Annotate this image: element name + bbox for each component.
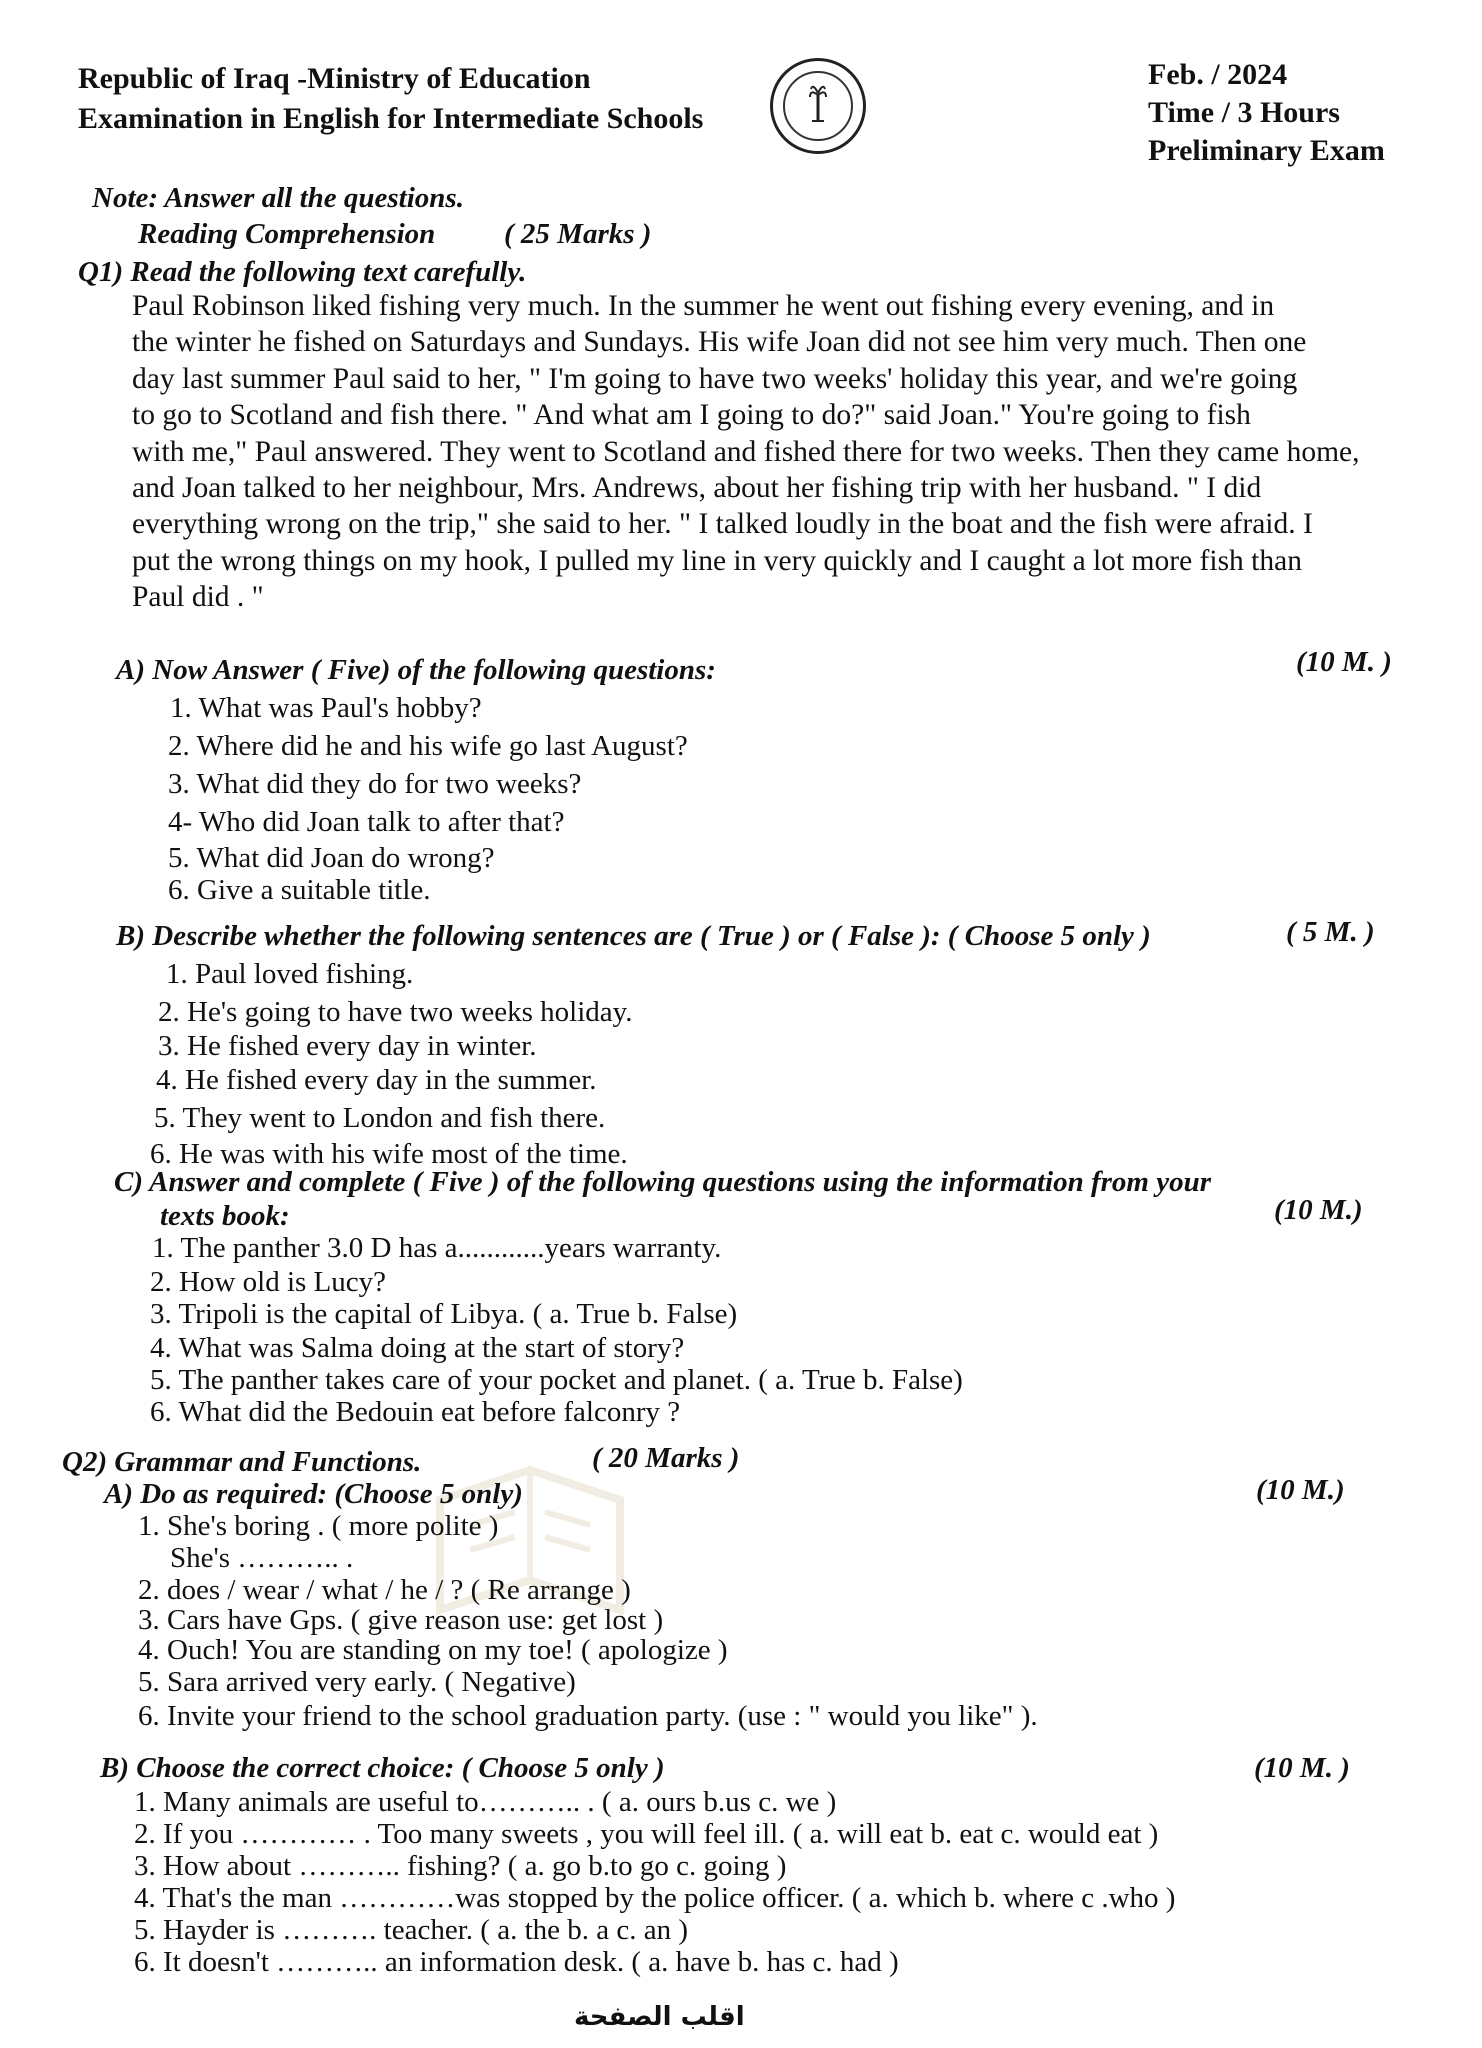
- passage-line: day last summer Paul said to her, " I'm going to have two weeks' holiday this year, and we're going: [132, 362, 1298, 395]
- header-exam-type: Preliminary Exam: [1148, 134, 1385, 167]
- header-time: Time / 3 Hours: [1148, 96, 1340, 129]
- passage-line: Paul Robinson liked fishing very much. In the summer he went out fishing every evening, and in: [132, 290, 1275, 322]
- q2a-marks: (10 M.): [1256, 1474, 1345, 1506]
- passage-line: put the wrong things on my hook, I pulled my line in very quickly and I caught a lot more fish than: [132, 544, 1302, 577]
- reading-marks: ( 25 Marks ): [504, 218, 652, 250]
- passage-line: and Joan talked to her neighbour, Mrs. Andrews, about her fishing trip with her husband. " I did: [132, 472, 1262, 505]
- q1-title: Q1) Read the following text carefully.: [78, 256, 527, 288]
- q2a-title: A) Do as required: (Choose 5 only): [104, 1478, 523, 1510]
- question-item: 2. How old is Lucy?: [150, 1266, 386, 1298]
- task-item: 4. Ouch! You are standing on my toe! ( apologize ): [138, 1634, 728, 1666]
- q1-passage: [132, 288, 1422, 616]
- q1b-title: B) Describe whether the following sentences are ( True ) or ( False ): ( Choose 5 only ): [116, 920, 1151, 952]
- statement-item: 6. He was with his wife most of the time.: [150, 1138, 628, 1170]
- choice-item: 3. How about ……….. fishing? ( a. go b.to go c. going ): [134, 1850, 787, 1882]
- statement-item: 4. He fished every day in the summer.: [156, 1064, 597, 1096]
- q2-title: Q2) Grammar and Functions.: [62, 1446, 422, 1478]
- q1a-marks: (10 M. ): [1296, 646, 1392, 678]
- header-date: Feb. / 2024: [1148, 58, 1288, 91]
- question-item: 4- Who did Joan talk to after that?: [168, 806, 565, 838]
- note: Note: Answer all the questions.: [92, 182, 464, 214]
- q1c-title: C) Answer and complete ( Five ) of the following questions using the information from your: [114, 1166, 1212, 1198]
- statement-item: 5. They went to London and fish there.: [154, 1102, 606, 1134]
- q1c-marks: (10 M.): [1274, 1194, 1363, 1226]
- task-item: 5. Sara arrived very early. ( Negative): [138, 1666, 576, 1698]
- turn-page-note: اقلب الصفحة: [574, 2002, 745, 2032]
- q1b-marks: ( 5 M. ): [1286, 916, 1375, 948]
- header-ministry: Republic of Iraq -Ministry of Education: [78, 62, 591, 95]
- task-answer-line: She's ……….. .: [170, 1542, 354, 1574]
- q2b-marks: (10 M. ): [1254, 1752, 1350, 1784]
- statement-item: 1. Paul loved fishing.: [166, 958, 414, 990]
- question-item: 5. The panther takes care of your pocket and planet. ( a. True b. False): [150, 1364, 963, 1396]
- passage-line: to go to Scotland and fish there. " And what am I going to do?" said Joan." You're going to fish: [132, 399, 1251, 432]
- q2-marks: ( 20 Marks ): [592, 1442, 740, 1474]
- q2b-title: B) Choose the correct choice: ( Choose 5 only ): [100, 1752, 665, 1784]
- statement-item: 3. He fished every day in winter.: [158, 1030, 537, 1062]
- choice-item: 6. It doesn't ……….. an information desk. ( a. have b. has c. had ): [134, 1946, 899, 1978]
- question-item: 6. What did the Bedouin eat before falconry ?: [150, 1396, 681, 1428]
- task-item: 1. She's boring . ( more polite ): [138, 1510, 499, 1542]
- reading-title: Reading Comprehension: [138, 218, 436, 250]
- question-item: 5. What did Joan do wrong?: [168, 842, 495, 874]
- question-item: 1. What was Paul's hobby?: [170, 692, 482, 724]
- palm-tree-icon: [809, 81, 827, 125]
- question-item: 3. What did they do for two weeks?: [168, 768, 582, 800]
- choice-item: 2. If you ………… . Too many sweets , you will feel ill. ( a. will eat b. eat c. would eat ): [134, 1818, 1159, 1850]
- question-item: 3. Tripoli is the capital of Libya. ( a. True b. False): [150, 1298, 738, 1330]
- task-item: 3. Cars have Gps. ( give reason use: get lost ): [138, 1604, 664, 1636]
- passage-line: the winter he fished on Saturdays and Sundays. His wife Joan did not see him very much. Then one: [132, 326, 1307, 359]
- passage-line: Paul did . ": [132, 581, 264, 614]
- question-item: 6. Give a suitable title.: [168, 874, 431, 906]
- question-item: 2. Where did he and his wife go last August?: [168, 730, 688, 762]
- question-item: 4. What was Salma doing at the start of story?: [150, 1332, 685, 1364]
- q1a-title: A) Now Answer ( Five) of the following questions:: [116, 654, 716, 686]
- choice-item: 5. Hayder is ………. teacher. ( a. the b. a c. an ): [134, 1914, 689, 1946]
- choice-item: 4. That's the man …………was stopped by the police officer. ( a. which b. where c .who ): [134, 1882, 1176, 1914]
- passage-line: everything wrong on the trip," she said to her. " I talked loudly in the boat and the fish were afraid. I: [132, 508, 1313, 541]
- question-item: 1. The panther 3.0 D has a............years warranty.: [152, 1232, 722, 1264]
- task-item: 2. does / wear / what / he / ? ( Re arrange ): [138, 1574, 631, 1606]
- q1c-title-cont: texts book:: [160, 1200, 290, 1232]
- passage-line: with me," Paul answered. They went to Scotland and fished there for two weeks. Then they came home,: [132, 435, 1360, 468]
- header-exam-title: Examination in English for Intermediate Schools: [78, 102, 704, 135]
- choice-item: 1. Many animals are useful to……….. . ( a. ours b.us c. we ): [134, 1786, 837, 1818]
- task-item: 6. Invite your friend to the school graduation party. (use : " would you like" ).: [138, 1700, 1038, 1732]
- statement-item: 2. He's going to have two weeks holiday.: [158, 996, 633, 1028]
- iraq-ministry-seal-icon: [770, 58, 866, 154]
